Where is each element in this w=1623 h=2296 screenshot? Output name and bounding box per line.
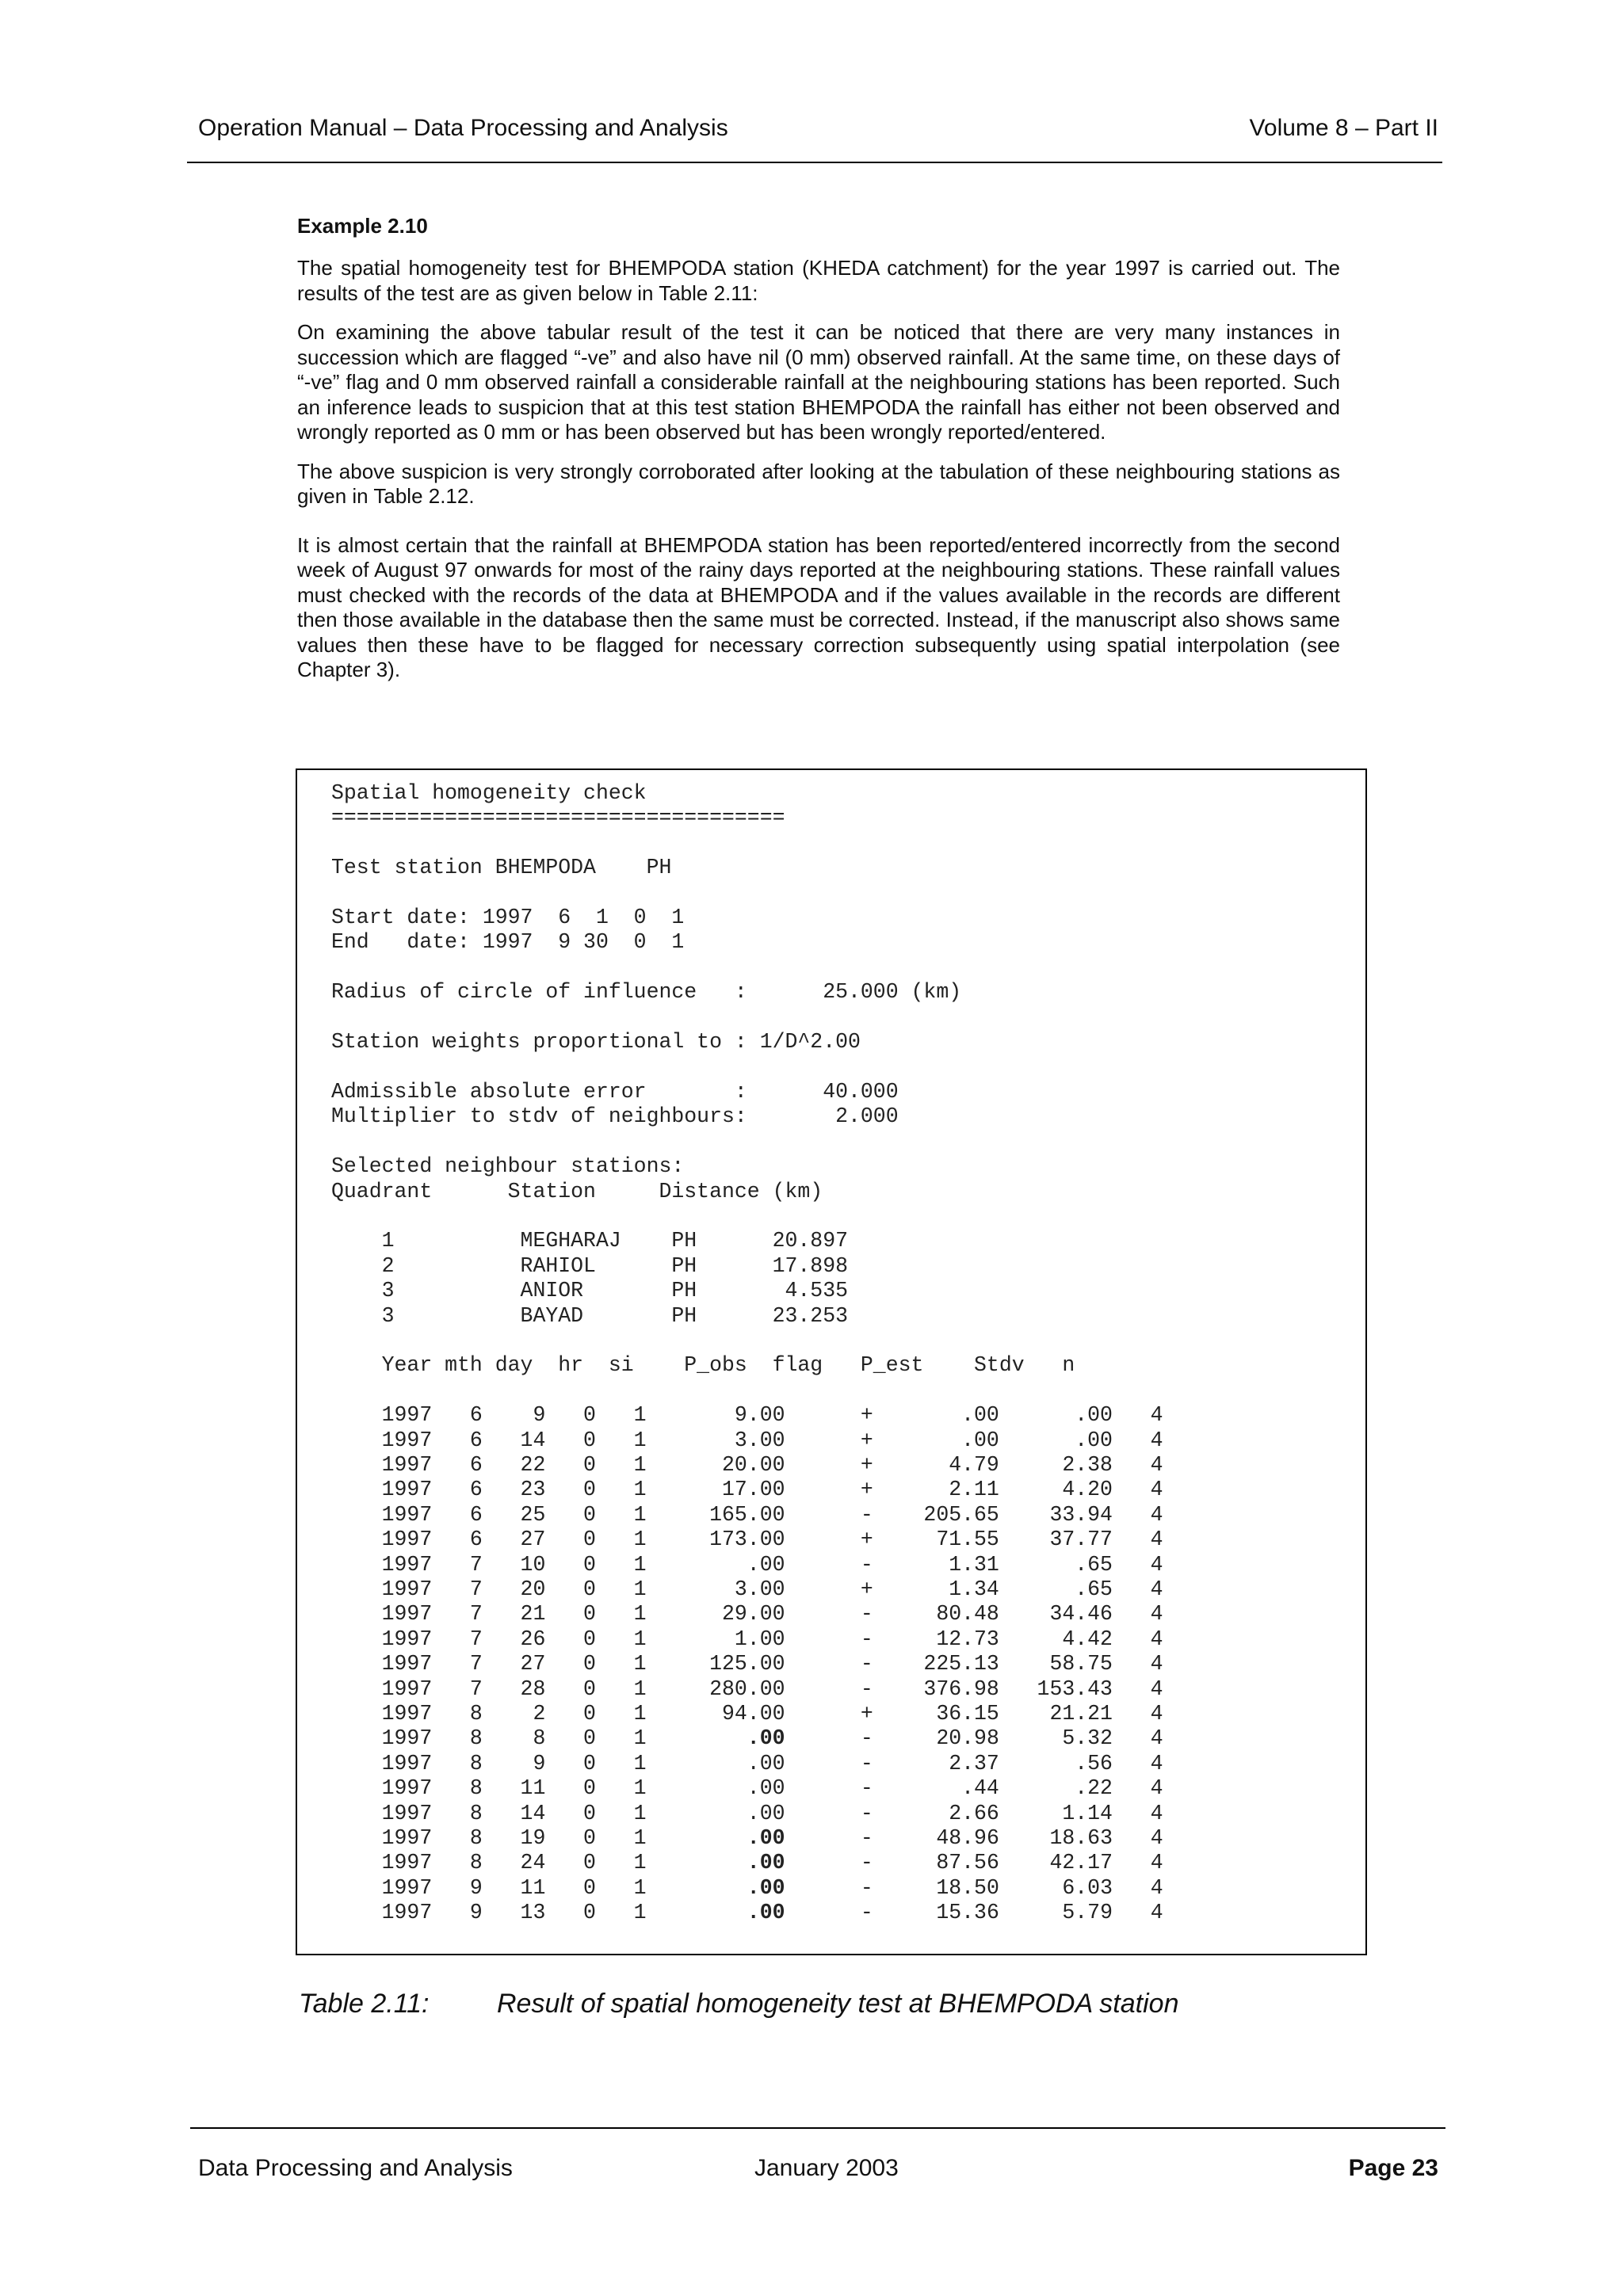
output-underline: ====================================: [331, 806, 785, 830]
footer-left: Data Processing and Analysis: [198, 2155, 513, 2181]
table-row: 1997 8 14 0 1 .00 - 2.66 1.14 4: [331, 1801, 1163, 1825]
header-rule: [187, 162, 1442, 163]
neighbour-row: 3 BAYAD PH 23.253: [331, 1303, 849, 1328]
page-header: [198, 111, 1438, 146]
table-row: 1997 8 9 0 1 .00 - 2.37 .56 4: [331, 1751, 1163, 1775]
table-row: 1997 8 11 0 1 .00 - .44 .22 4: [331, 1776, 1163, 1801]
page-number: Page 23: [1348, 2155, 1438, 2181]
table-row: 1997 8 24 0 1 .00 - 87.56 42.17 4: [331, 1851, 1163, 1875]
neighbours-header: Quadrant Station Distance (km): [331, 1179, 823, 1203]
example-title: Example 2.10: [297, 214, 428, 238]
header-right: Volume 8 – Part II: [1249, 115, 1438, 141]
multiplier-line: Multiplier to stdv of neighbours: 2.000: [331, 1104, 899, 1129]
test-output-listing: [331, 781, 1163, 1926]
paragraph: On examining the above tabular result of the test it can be noticed that there are very many instances in succession which are flagged “-ve” and also have nil (0 mm) observed rainfall. At the same time, on these days of “-ve” flag and 0 mm observed rainfall a considerable rainfall at the neighbouring stations has been reported. Such an inference leads to suspicion that at this test station BHEMPODA the rainfall has either not been observed and wrongly reported as 0 mm or has been observed but has been wrongly reported/entered.: [297, 320, 1340, 444]
end-date-line: End date: 1997 9 30 0 1: [331, 930, 685, 955]
paragraph: The spatial homogeneity test for BHEMPODA station (KHEDA catchment) for the year 1997 is carried out. The results of the test are as given below in Table 2.11:: [297, 256, 1340, 305]
pobs-cell: .00: [646, 1901, 785, 1925]
table-row: 1997 6 14 0 1 3.00 + .00 .00 4: [331, 1428, 1163, 1452]
footer-center: January 2003: [754, 2155, 899, 2181]
table-row: 1997 7 21 0 1 29.00 - 80.48 34.46 4: [331, 1602, 1163, 1627]
table-row: 1997 9 13 0 1 .00 - 15.36 5.79 4: [331, 1901, 1163, 1925]
table-row: 1997 7 10 0 1 .00 - 1.31 .65 4: [331, 1552, 1163, 1577]
table-row: 1997 7 28 0 1 280.00 - 376.98 153.43 4: [331, 1676, 1163, 1701]
start-date-line: Start date: 1997 6 1 0 1: [331, 906, 685, 930]
pobs-cell: .00: [646, 1851, 785, 1875]
table-row: 1997 8 8 0 1 .00 - 20.98 5.32 4: [331, 1726, 1163, 1751]
table-row: 1997 6 27 0 1 173.00 + 71.55 37.77 4: [331, 1527, 1163, 1552]
footer-rule: [190, 2127, 1445, 2129]
table-row: 1997 6 23 0 1 17.00 + 2.11 4.20 4: [331, 1478, 1163, 1502]
table-row: 1997 7 27 0 1 125.00 - 225.13 58.75 4: [331, 1652, 1163, 1676]
neighbours-label: Selected neighbour stations:: [331, 1154, 685, 1179]
weights-line: Station weights proportional to : 1/D^2.00: [331, 1030, 861, 1055]
abs-error-line: Admissible absolute error : 40.000: [331, 1079, 899, 1104]
pobs-cell: .00: [646, 1726, 785, 1751]
neighbour-row: 2 RAHIOL PH 17.898: [331, 1253, 849, 1278]
table-row: 1997 6 22 0 1 20.00 + 4.79 2.38 4: [331, 1452, 1163, 1477]
header-left: Operation Manual – Data Processing and Analysis: [198, 115, 728, 141]
caption-text: Result of spatial homogeneity test at BHEMPODA station: [497, 1989, 1179, 2019]
table-row: 1997 8 19 0 1 .00 - 48.96 18.63 4: [331, 1826, 1163, 1851]
table-row: 1997 9 11 0 1 .00 - 18.50 6.03 4: [331, 1875, 1163, 1900]
caption-label: Table 2.11:: [299, 1989, 430, 2019]
test-output-box: [296, 769, 1367, 1955]
output-title: Spatial homogeneity check: [331, 781, 647, 805]
pobs-cell: .00: [646, 1826, 785, 1851]
neighbour-row: 1 MEGHARAJ PH 20.897: [331, 1229, 849, 1253]
table-caption: [299, 1989, 1178, 2019]
table-row: 1997 6 9 0 1 9.00 + .00 .00 4: [331, 1403, 1163, 1428]
test-station-line: Test station BHEMPODA PH: [331, 856, 672, 880]
table-header: Year mth day hr si P_obs flag P_est Stdv n: [331, 1353, 1075, 1378]
radius-line: Radius of circle of influence : 25.000 (km): [331, 980, 962, 1005]
table-row: 1997 7 26 0 1 1.00 - 12.73 4.42 4: [331, 1627, 1163, 1651]
pobs-cell: .00: [646, 1875, 785, 1900]
body-text: [297, 214, 1340, 697]
paragraph: The above suspicion is very strongly corroborated after looking at the tabulation of these neighbouring stations as given in Table 2.12.: [297, 459, 1340, 508]
table-row: 1997 8 2 0 1 94.00 + 36.15 21.21 4: [331, 1702, 1163, 1726]
table-row: 1997 6 25 0 1 165.00 - 205.65 33.94 4: [331, 1502, 1163, 1527]
paragraph: It is almost certain that the rainfall at BHEMPODA station has been reported/entered incorrectly from the second week of August 97 onwards for most of the rainy days reported at the neighbouring stations. These rainfall values must checked with the records of the data at BHEMPODA and if the values available in the records are different then those available in the database then the same must be corrected. Instead, if the manuscript also shows same values then these have to be flagged for necessary correction subsequently using spatial interpolation (see Chapter 3).: [297, 532, 1340, 681]
table-row: 1997 7 20 0 1 3.00 + 1.34 .65 4: [331, 1577, 1163, 1601]
neighbour-row: 3 ANIOR PH 4.535: [331, 1279, 849, 1303]
